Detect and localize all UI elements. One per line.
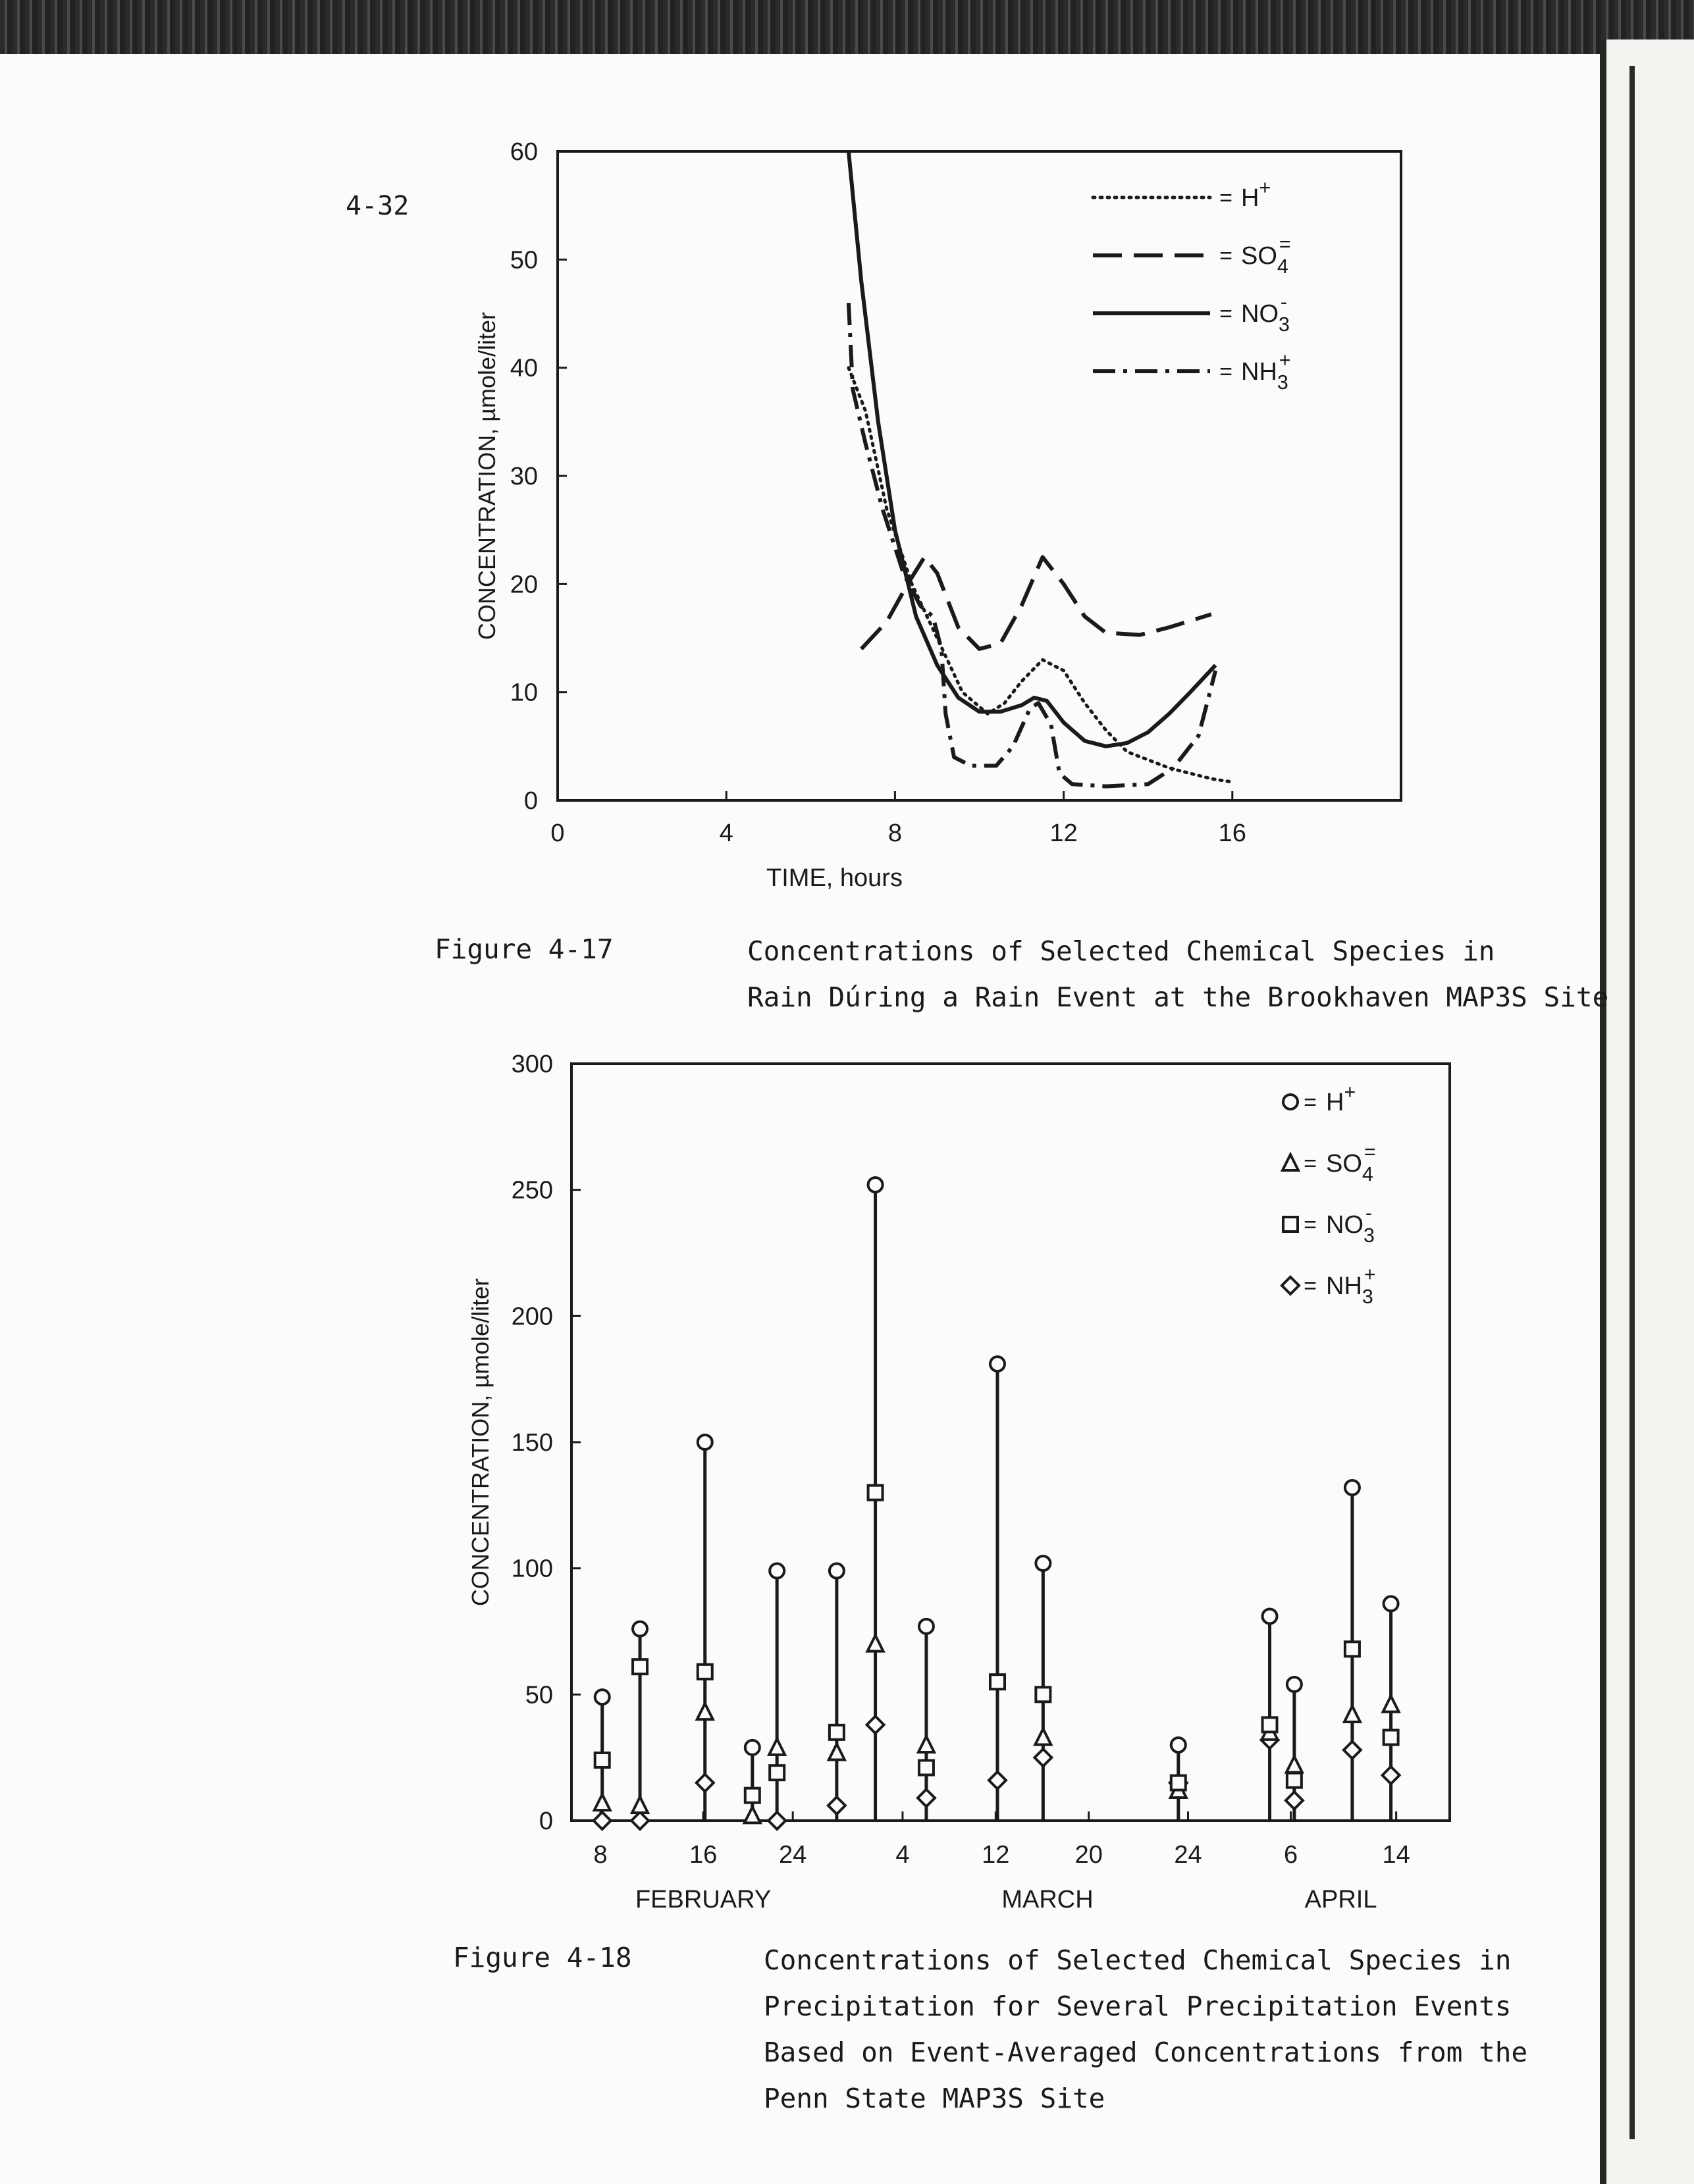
caption-line: Precipitation for Several Precipitation Events (764, 1990, 1512, 2022)
point-H+ (1345, 1480, 1360, 1495)
point-SO4= (697, 1703, 713, 1719)
y-tick-label: 20 (510, 571, 538, 599)
point-H+ (745, 1740, 760, 1755)
x-tick-label: 6 (1283, 1841, 1298, 1869)
point-H+ (698, 1435, 712, 1449)
y-tick-label: 300 (511, 1051, 553, 1078)
legend-label-SO4=: $SO_4=$ (1241, 233, 1291, 278)
point-NH3+ (1034, 1749, 1051, 1766)
point-SO4= (1383, 1696, 1399, 1712)
y-tick-label: 40 (510, 354, 538, 382)
caption-line: Based on Event-Averaged Concentrations from the (764, 2037, 1528, 2068)
point-NO3- (990, 1675, 1005, 1689)
point-SO4= (595, 1794, 610, 1810)
point-NO3- (1171, 1776, 1186, 1790)
caption-line: Rain Dúring a Rain Event at the Brookhaven MAP3S Site (747, 981, 1609, 1013)
legend-label-H+: H+ (1241, 176, 1271, 212)
point-NO3- (1384, 1730, 1398, 1745)
point-H+ (830, 1564, 844, 1578)
legend-equals: = (1304, 1151, 1317, 1176)
y-tick-label: 50 (510, 246, 538, 274)
point-H+ (919, 1619, 934, 1634)
x-tick-label: 12 (982, 1841, 1010, 1869)
point-NO3- (595, 1753, 610, 1767)
series-line-NO3- (849, 151, 1215, 746)
x-tick-label: 4 (719, 819, 733, 847)
point-SO4= (1344, 1706, 1360, 1722)
point-NH3+ (768, 1812, 785, 1829)
month-label: FEBRUARY (635, 1886, 772, 1913)
legend-marker-NH3+ (1282, 1277, 1299, 1294)
point-SO4= (829, 1744, 845, 1760)
x-tick-label: 0 (550, 819, 565, 847)
point-SO4= (918, 1736, 934, 1752)
x-axis-label: TIME, hours (766, 864, 903, 892)
legend-marker-SO4= (1283, 1155, 1298, 1170)
y-tick-label: 50 (525, 1681, 553, 1709)
figure-caption-4-17 (747, 928, 1608, 1020)
point-H+ (868, 1178, 883, 1192)
y-tick-label: 100 (511, 1555, 553, 1583)
point-NO3- (1287, 1773, 1302, 1788)
legend-marker-NO3- (1283, 1217, 1298, 1232)
point-H+ (595, 1690, 610, 1704)
y-tick-label: 250 (511, 1176, 553, 1205)
point-NH3+ (867, 1716, 884, 1733)
x-tick-label: 8 (887, 819, 902, 847)
x-tick-label: 24 (779, 1841, 807, 1869)
month-label: MARCH (1001, 1886, 1094, 1913)
point-SO4= (632, 1797, 648, 1813)
x-tick-label: 20 (1074, 1841, 1103, 1869)
y-tick-label: 0 (523, 787, 538, 815)
x-tick-label: 24 (1174, 1841, 1202, 1869)
legend-marker-H+ (1283, 1095, 1298, 1109)
point-H+ (1036, 1556, 1050, 1571)
x-tick-label: 16 (689, 1841, 718, 1869)
point-NO3- (745, 1788, 760, 1803)
legend-equals: = (1304, 1090, 1317, 1115)
point-NO3- (633, 1659, 647, 1674)
point-NO3- (698, 1665, 712, 1679)
y-tick-label: 0 (539, 1807, 553, 1835)
y-tick-label: 200 (511, 1303, 553, 1331)
legend-label-NH3+: $NH_3+$ (1241, 349, 1291, 394)
legend-label-NO3-: $NO_3-$ (1241, 291, 1290, 336)
point-NO3- (1263, 1717, 1277, 1732)
point-SO4= (1035, 1729, 1051, 1745)
legend-label-SO4=: $SO_4=$ (1326, 1141, 1376, 1185)
point-NO3- (830, 1725, 844, 1740)
series-line-NH3+ (849, 303, 1215, 787)
point-SO4= (1286, 1757, 1302, 1773)
legend-equals: = (1219, 244, 1232, 269)
caption-line: Concentrations of Selected Chemical Species in (764, 1944, 1512, 1976)
legend-label-NH3+: $NH_3+$ (1326, 1263, 1376, 1308)
point-SO4= (868, 1636, 884, 1651)
point-NO3- (868, 1486, 883, 1500)
x-tick-label: 8 (593, 1841, 608, 1869)
legend-equals: = (1219, 359, 1232, 384)
figure-label-4-18: Figure 4-18 (453, 1942, 632, 1973)
y-tick-label: 150 (511, 1429, 553, 1457)
point-NH3+ (631, 1812, 648, 1829)
y-tick-label: 10 (510, 679, 538, 707)
point-H+ (1287, 1677, 1302, 1692)
legend-label-H+: H+ (1326, 1081, 1356, 1116)
point-NO3- (919, 1761, 934, 1775)
point-H+ (1171, 1738, 1186, 1752)
point-H+ (1384, 1596, 1398, 1611)
point-NO3- (1345, 1642, 1360, 1656)
point-NO3- (1036, 1687, 1050, 1702)
point-NH3+ (697, 1775, 714, 1792)
caption-line: Penn State MAP3S Site (764, 2083, 1105, 2114)
point-SO4= (769, 1739, 785, 1755)
point-H+ (770, 1564, 784, 1578)
x-tick-label: 4 (895, 1841, 910, 1869)
y-tick-label: 60 (510, 138, 538, 166)
point-NH3+ (1344, 1742, 1361, 1759)
month-label: APRIL (1304, 1886, 1377, 1913)
point-NH3+ (1383, 1767, 1400, 1784)
x-tick-label: 14 (1382, 1841, 1410, 1869)
point-SO4= (745, 1807, 760, 1823)
figure-label-4-17: Figure 4-17 (435, 933, 614, 965)
x-tick-label: 16 (1218, 819, 1246, 847)
point-NH3+ (989, 1772, 1006, 1789)
legend-label-NO3-: $NO_3-$ (1326, 1202, 1375, 1247)
legend-equals: = (1304, 1274, 1317, 1299)
legend-equals: = (1219, 186, 1232, 211)
legend-equals: = (1304, 1212, 1317, 1237)
point-NO3- (770, 1765, 784, 1780)
point-NH3+ (828, 1797, 845, 1814)
point-NH3+ (918, 1790, 935, 1807)
legend-equals: = (1219, 301, 1232, 326)
point-H+ (990, 1357, 1005, 1371)
y-axis-label: CONCENTRATION, µmole/liter (473, 311, 500, 640)
point-NH3+ (594, 1812, 611, 1829)
x-tick-label: 12 (1049, 819, 1078, 847)
point-NH3+ (1286, 1792, 1303, 1809)
y-axis-label: CONCENTRATION, µmole/liter (467, 1278, 494, 1607)
page-number: 4-32 (346, 191, 410, 221)
point-H+ (633, 1622, 647, 1636)
caption-line: Concentrations of Selected Chemical Species in (747, 935, 1495, 967)
figure-caption-4-18 (764, 1937, 1527, 2121)
point-H+ (1263, 1609, 1277, 1624)
y-tick-label: 30 (510, 463, 538, 490)
